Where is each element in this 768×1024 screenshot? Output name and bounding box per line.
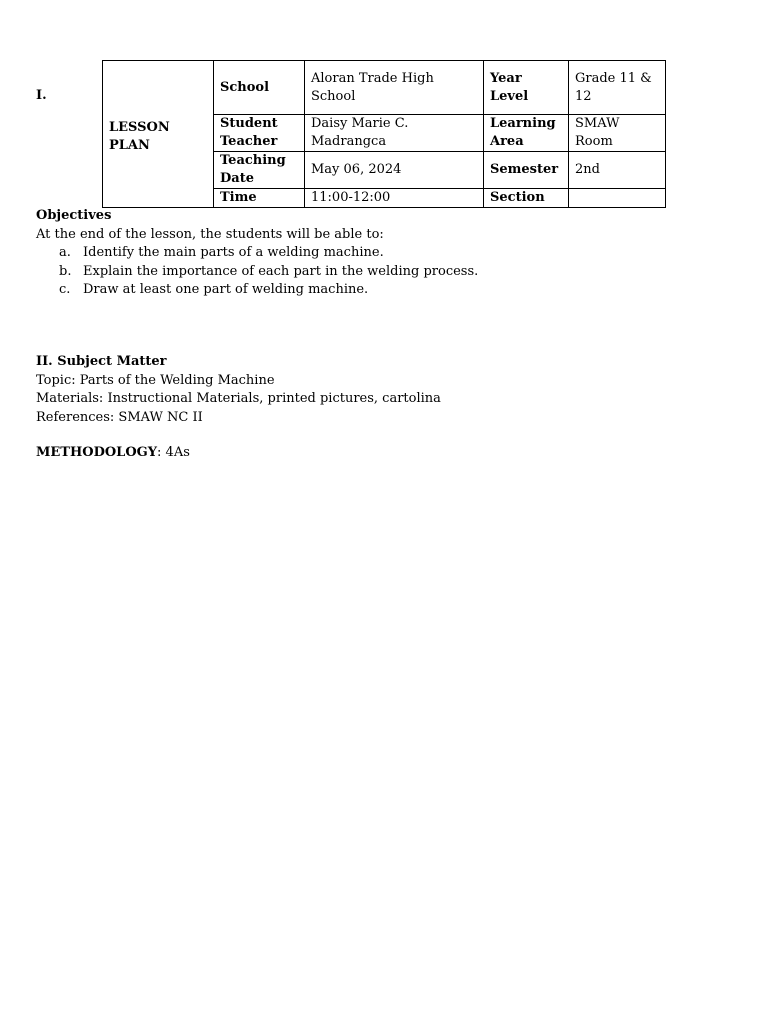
list-item-text: Draw at least one part of welding machine. xyxy=(83,282,369,297)
subject-references: References: SMAW NC II xyxy=(36,409,203,425)
lesson-plan-header-table xyxy=(102,60,666,208)
time-value: 11:00-12:00 xyxy=(305,189,484,208)
learning-area-value: SMAW Room xyxy=(569,115,666,152)
student-teacher-value: Daisy Marie C. Madrangca xyxy=(305,115,484,152)
list-item-text: Identify the main parts of a welding machine. xyxy=(83,245,384,260)
semester-label: Semester xyxy=(484,152,569,189)
list-item-text: Explain the importance of each part in the welding process. xyxy=(83,263,479,279)
objectives-block xyxy=(36,207,478,300)
list-item xyxy=(36,244,478,263)
section-one-numeral: I. xyxy=(36,88,47,103)
list-marker: a. xyxy=(59,245,71,260)
objectives-intro: At the end of the lesson, the students will be able to: xyxy=(36,226,384,242)
student-teacher-label: Student Teacher xyxy=(214,115,305,152)
time-label: Time xyxy=(214,189,305,208)
methodology-label: METHODOLOGY xyxy=(36,445,158,460)
list-item xyxy=(36,281,478,300)
semester-value: 2nd xyxy=(569,152,666,189)
teaching-date-value: May 06, 2024 xyxy=(305,152,484,189)
school-value: Aloran Trade High School xyxy=(305,61,484,115)
section-value xyxy=(569,189,666,208)
year-level-label: Year Level xyxy=(484,61,569,115)
subject-materials: Materials: Instructional Materials, printed pictures, cartolina xyxy=(36,391,441,406)
learning-area-label: Learning Area xyxy=(484,115,569,152)
teaching-date-label: Teaching Date xyxy=(214,152,305,189)
lesson-plan-label: LESSON PLAN xyxy=(103,61,214,208)
methodology-value: : 4As xyxy=(157,445,190,460)
subject-topic: Topic: Parts of the Welding Machine xyxy=(36,372,275,388)
subject-matter-heading: II. Subject Matter xyxy=(36,354,167,369)
objectives-list xyxy=(36,244,478,300)
year-level-value: Grade 11 & 12 xyxy=(569,61,666,115)
subject-matter-block xyxy=(36,353,441,427)
section-label: Section xyxy=(484,189,569,208)
list-marker: c. xyxy=(59,282,71,297)
school-label: School xyxy=(214,61,305,115)
methodology-line xyxy=(36,444,190,463)
list-marker: b. xyxy=(59,263,72,279)
list-item xyxy=(36,263,478,282)
objectives-heading: Objectives xyxy=(36,208,112,223)
